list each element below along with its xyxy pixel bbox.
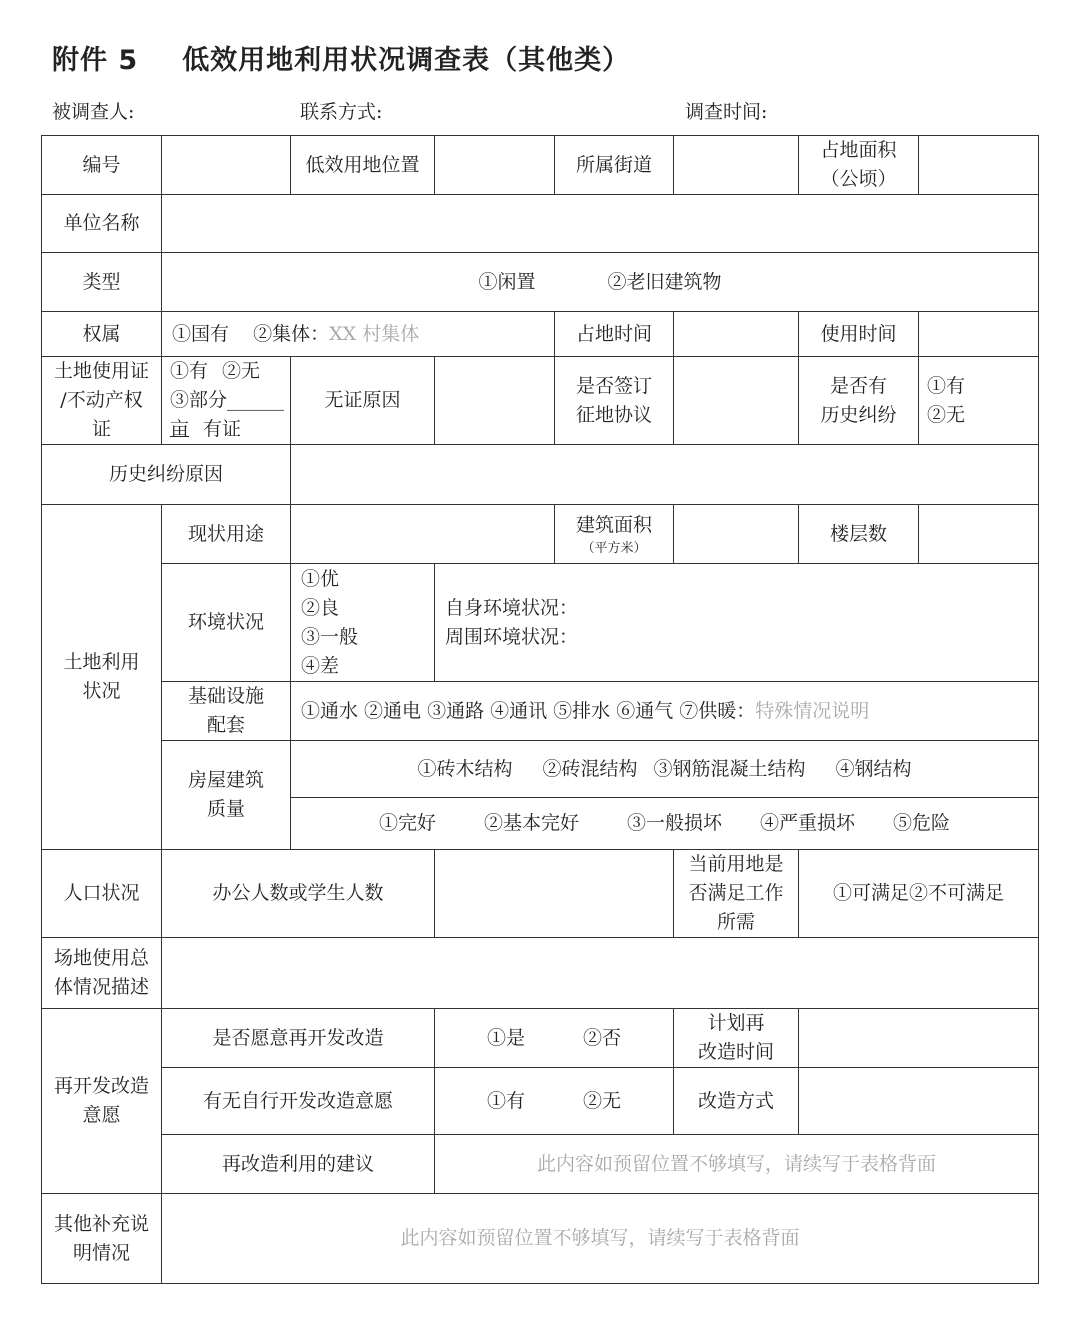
- row-other: [42, 1194, 1039, 1284]
- willing-label: 是否愿意再开发改造: [162, 1009, 435, 1068]
- general-damage-option[interactable]: ③一般损坏: [626, 812, 722, 834]
- structure-options[interactable]: [291, 741, 1039, 798]
- page-title: [52, 38, 630, 77]
- row-population: [42, 850, 1039, 938]
- land-use-label: 土地利用 状况: [42, 505, 162, 850]
- area-label: 占地面积 （公顷）: [799, 136, 919, 195]
- area-field[interactable]: [919, 136, 1039, 195]
- dispute-reason-label: 历史纠纷原因: [42, 445, 291, 505]
- village-placeholder: XX 村集体: [329, 322, 420, 345]
- dispute-yes-option[interactable]: ①有: [927, 374, 966, 397]
- no-cert-reason-label: 无证原因: [291, 357, 435, 445]
- survey-table: [41, 135, 1039, 1284]
- willing-no-option[interactable]: ②否: [583, 1026, 622, 1049]
- infrastructure-label: 基础设施 配套: [162, 682, 291, 741]
- respondent-label: 被调查人:: [52, 101, 135, 123]
- land-agreement-label: 是否签订 征地协议: [555, 357, 674, 445]
- severe-damage-option[interactable]: ④严重损坏: [760, 812, 856, 834]
- mu-unit: 亩: [170, 418, 190, 440]
- state-owned-option[interactable]: ①国有: [172, 322, 230, 345]
- suggestion-field[interactable]: 此内容如预留位置不够填写，请续写于表格背面: [435, 1135, 1039, 1194]
- surrounding-environment-label: 周围环境状况：: [445, 625, 579, 648]
- location-label: 低效用地位置: [291, 136, 435, 195]
- location-field[interactable]: [435, 136, 555, 195]
- site-description-label: 场地使用总 体情况描述: [42, 938, 162, 1009]
- environment-detail[interactable]: [435, 564, 1039, 682]
- suggestion-label: 再改造利用的建议: [162, 1135, 435, 1194]
- unit-name-label: 单位名称: [42, 195, 162, 253]
- env-excellent-option[interactable]: ①优: [301, 567, 340, 590]
- dispute-no-option[interactable]: ②无: [927, 403, 966, 426]
- current-use-label: 现状用途: [162, 505, 291, 564]
- type-options[interactable]: [162, 253, 1039, 312]
- plan-time-field[interactable]: [799, 1009, 1039, 1068]
- cert-partial-option[interactable]: ③部分______: [170, 389, 285, 411]
- row-type: [42, 253, 1039, 312]
- row-suggestion: [42, 1135, 1039, 1194]
- ownership-options[interactable]: [162, 312, 555, 357]
- cert-have-option[interactable]: ①有: [170, 360, 209, 382]
- id-field[interactable]: [162, 136, 291, 195]
- env-good-option[interactable]: ②良: [301, 596, 340, 619]
- contact-label: 联系方式:: [300, 101, 383, 123]
- build-area-field[interactable]: [674, 505, 799, 564]
- type-idle-option[interactable]: ①闲置: [478, 270, 536, 293]
- row-current-use: [42, 505, 1039, 564]
- build-area-label: 建筑面积 （平方米）: [555, 505, 674, 564]
- special-note-placeholder: 特殊情况说明: [755, 699, 870, 722]
- environment-label: 环境状况: [162, 564, 291, 682]
- history-dispute-options[interactable]: [919, 357, 1039, 445]
- use-time-field[interactable]: [919, 312, 1039, 357]
- willing-yes-option[interactable]: ①是: [486, 1026, 525, 1049]
- steel-option[interactable]: ④钢结构: [835, 757, 912, 780]
- row-unit: [42, 195, 1039, 253]
- form-title: 低效用地利用状况调查表（其他类）: [182, 45, 631, 76]
- certificate-options[interactable]: [162, 357, 291, 445]
- env-poor-option[interactable]: ④差: [301, 654, 340, 677]
- row-infrastructure: [42, 682, 1039, 741]
- history-dispute-label: 是否有 历史纠纷: [799, 357, 919, 445]
- reinforced-concrete-option[interactable]: ③钢筋混凝土结构: [653, 757, 806, 780]
- brick-wood-option[interactable]: ①砖木结构: [417, 757, 513, 780]
- street-label: 所属街道: [555, 136, 674, 195]
- collective-option[interactable]: ②集体：: [253, 322, 330, 345]
- ownership-label: 权属: [42, 312, 162, 357]
- environment-options[interactable]: [291, 564, 435, 682]
- has-cert-text: 有证: [203, 418, 242, 440]
- row-site-description: [42, 938, 1039, 1009]
- infrastructure-items[interactable]: ①通水 ②通电 ③通路 ④通讯 ⑤排水 ⑥通气 ⑦供暖：: [301, 699, 756, 722]
- staff-count-label: 办公人数或学生人数: [162, 850, 435, 938]
- street-field[interactable]: [674, 136, 799, 195]
- method-label: 改造方式: [674, 1068, 799, 1135]
- row-ownership: [42, 312, 1039, 357]
- row-basic: [42, 136, 1039, 195]
- building-quality-label: 房屋建筑 质量: [162, 741, 291, 850]
- use-time-label: 使用时间: [799, 312, 919, 357]
- plan-time-label: 计划再 改造时间: [674, 1009, 799, 1068]
- self-develop-have-option[interactable]: ①有: [486, 1089, 525, 1112]
- redevelop-label: 再开发改造 意愿: [42, 1009, 162, 1194]
- row-self-develop: [42, 1068, 1039, 1135]
- row-certificate: [42, 357, 1039, 445]
- population-label: 人口状况: [42, 850, 162, 938]
- occupy-time-label: 占地时间: [555, 312, 674, 357]
- type-old-building-option[interactable]: ②老旧建筑物: [607, 270, 722, 293]
- no-cert-reason-field[interactable]: [435, 357, 555, 445]
- self-develop-options[interactable]: [435, 1068, 674, 1135]
- site-description-field[interactable]: [162, 938, 1039, 1009]
- row-environment: [42, 564, 1039, 682]
- intact-option[interactable]: ①完好: [378, 812, 436, 834]
- current-use-field[interactable]: [291, 505, 555, 564]
- annex-label: 附件 5: [52, 45, 139, 76]
- env-average-option[interactable]: ③一般: [301, 625, 359, 648]
- floors-field[interactable]: [919, 505, 1039, 564]
- other-label: 其他补充说 明情况: [42, 1194, 162, 1284]
- cert-none-option[interactable]: ②无: [222, 360, 261, 382]
- brick-concrete-option[interactable]: ②砖混结构: [542, 757, 638, 780]
- meets-needs-label: 当前用地是 否满足工作 所需: [674, 850, 799, 938]
- method-field[interactable]: [799, 1068, 1039, 1135]
- mostly-intact-option[interactable]: ②基本完好: [483, 812, 579, 834]
- land-agreement-field[interactable]: [674, 357, 799, 445]
- self-develop-none-option[interactable]: ②无: [583, 1089, 622, 1112]
- certificate-label: 土地使用证 /不动产权 证: [42, 357, 162, 445]
- row-structure: [42, 741, 1039, 798]
- self-environment-label: 自身环境状况：: [445, 596, 579, 619]
- staff-count-field[interactable]: [435, 850, 674, 938]
- condition-options[interactable]: [291, 798, 1039, 850]
- row-dispute-reason: [42, 445, 1039, 505]
- survey-time-label: 调查时间:: [685, 101, 768, 123]
- self-develop-label: 有无自行开发改造意愿: [162, 1068, 435, 1135]
- type-label: 类型: [42, 253, 162, 312]
- other-field[interactable]: 此内容如预留位置不够填写，请续写于表格背面: [162, 1194, 1039, 1284]
- infrastructure-options[interactable]: [291, 682, 1039, 741]
- row-redevelop-willing: [42, 1009, 1039, 1068]
- dispute-reason-field[interactable]: [291, 445, 1039, 505]
- occupy-time-field[interactable]: [674, 312, 799, 357]
- floors-label: 楼层数: [799, 505, 919, 564]
- meets-needs-options[interactable]: ①可满足②不可满足: [799, 850, 1039, 938]
- unit-name-field[interactable]: [162, 195, 1039, 253]
- id-label: 编号: [42, 136, 162, 195]
- dangerous-option[interactable]: ⑤危险: [893, 812, 951, 834]
- willing-options[interactable]: [435, 1009, 674, 1068]
